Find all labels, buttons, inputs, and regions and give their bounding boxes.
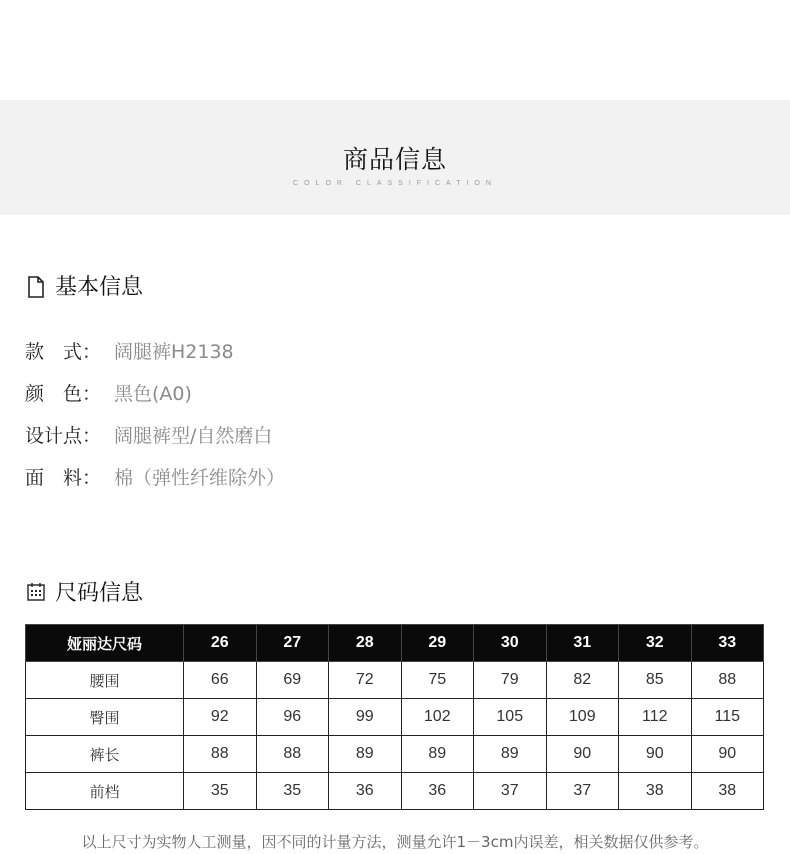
info-row-style [25,337,234,364]
table-cell: 72 [329,662,402,699]
size-table [25,624,764,810]
table-cell: 75 [401,662,474,699]
table-row [26,736,764,773]
column-header: 32 [619,625,692,662]
info-row-design [25,421,272,448]
table-cell: 腰围 [26,662,184,699]
table-cell: 36 [401,773,474,810]
column-header: 31 [546,625,619,662]
info-label: 设计点： [25,425,102,447]
table-cell: 88 [691,662,764,699]
table-cell: 37 [474,773,547,810]
table-row [26,699,764,736]
column-header: 33 [691,625,764,662]
table-header-row [26,625,764,662]
basic-info-heading [26,270,143,301]
table-cell: 102 [401,699,474,736]
table-cell: 38 [691,773,764,810]
info-value: 阔腿裤H2138 [114,341,234,363]
table-cell: 89 [474,736,547,773]
table-cell: 99 [329,699,402,736]
column-header: 娅丽达尺码 [26,625,184,662]
info-row-fabric [25,463,285,490]
table-row [26,662,764,699]
banner-title: 商品信息 [342,145,447,174]
document-icon [26,276,46,296]
table-cell: 66 [184,662,257,699]
column-header: 30 [474,625,547,662]
table-cell: 89 [401,736,474,773]
column-header: 29 [401,625,474,662]
column-header: 27 [256,625,329,662]
info-value: 黑色(A0) [114,383,192,405]
column-header: 28 [329,625,402,662]
table-row [26,773,764,810]
table-cell: 69 [256,662,329,699]
table-cell: 35 [256,773,329,810]
table-cell: 臀围 [26,699,184,736]
table-cell: 85 [619,662,692,699]
table-cell: 90 [691,736,764,773]
table-cell: 112 [619,699,692,736]
table-cell: 92 [184,699,257,736]
calendar-grid-icon [26,582,46,602]
column-header: 26 [184,625,257,662]
table-cell: 89 [329,736,402,773]
table-cell: 前档 [26,773,184,810]
info-value: 阔腿裤型/自然磨白 [114,425,273,447]
info-value: 棉（弹性纤维除外） [114,467,286,489]
table-cell: 82 [546,662,619,699]
table-cell: 105 [474,699,547,736]
info-label: 颜 色： [25,383,102,405]
table-cell: 35 [184,773,257,810]
info-label: 面 料： [25,467,102,489]
table-cell: 109 [546,699,619,736]
table-cell: 88 [256,736,329,773]
table-cell: 裤长 [26,736,184,773]
table-cell: 36 [329,773,402,810]
table-cell: 38 [619,773,692,810]
size-info-title: 尺码信息 [55,581,144,606]
title-banner [0,100,790,215]
info-row-color [25,379,192,406]
table-cell: 79 [474,662,547,699]
table-cell: 37 [546,773,619,810]
table-cell: 88 [184,736,257,773]
size-info-heading [26,576,143,607]
table-cell: 90 [619,736,692,773]
banner-subtitle: COLOR CLASSIFICATION [293,180,497,187]
basic-info-title: 基本信息 [55,275,144,300]
info-label: 款 式： [25,341,102,363]
measurement-note: 以上尺寸为实物人工测量，因不同的计量方法，测量允许1－3cm内误差，相关数据仅供参考。 [81,833,709,851]
table-cell: 90 [546,736,619,773]
table-cell: 96 [256,699,329,736]
table-cell: 115 [691,699,764,736]
